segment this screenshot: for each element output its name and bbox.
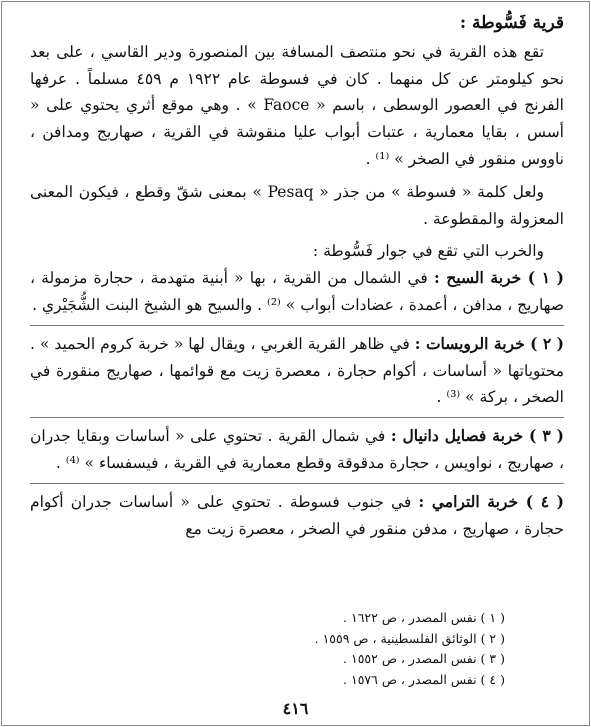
ruin-heading: ( ٢ ) خربة الرويسات : [414, 333, 564, 353]
intro-paragraph: تقع هذه القرية في نحو منتصف المسافة بين المنصورة ودير القاسي ، على بعد نحو كيلومتر عن كل منهما . كان في فسوطة عام ١٩٢٢ م ٤٥٩ مسلماً . عرفها الفرنج في العصور الوسطى ، باسم « Faoce » . وهي موقع أثري يحتوي على « أسس ، بقايا معمارية ، عتبات أبواب عليا منقوشة في القرية ، صهاريج ومدافن ، ناووس منقور في الصخر » ⁽¹⁾ . [30, 42, 565, 168]
ruin-heading: ( ١ ) خربة السيح : [433, 268, 564, 288]
footnotes [245, 608, 505, 690]
divider [30, 417, 564, 418]
page-number: ٤١٦ [282, 699, 309, 718]
footnote: ( ٢ ) الوثائق الفلسطينية ، ص ١٥٥٩ . [314, 630, 505, 646]
ruin-entry [30, 489, 564, 543]
ruin-entry [30, 331, 564, 411]
book-page [1, 1, 590, 726]
footnote: ( ٣ ) نفس المصدر ، ص ١٥٥٢ . [343, 651, 505, 666]
ruin-heading: ( ٤ ) خربة الترامي : [418, 491, 564, 511]
ruin-text: في جنوب فسوطة . تحتوي على « أساسات جدران أكوام حجارة ، صهاريج ، مدفن منقور في الصخر ، معصرة زيت مع [30, 492, 564, 538]
ruin-text: في ظاهر القرية الغربي ، ويقال لها « خربة كروم الحميد » . محتوياتها « أساسات ، أكوام حجارة ، معصرة زيت مع قوائمها ، صهاريج منقورة في الصخر ، بركة » ⁽³⁾ . [30, 334, 564, 407]
etymology-paragraph: ولعل كلمة « فسوطة » من جذر « Pesaq » بمعنى شقّ وقطع ، فيكون المعنى المعزولة والمقطوعة . [30, 182, 564, 228]
divider [30, 483, 564, 484]
section-title: قرية فَسُّوطة : [459, 13, 564, 33]
page-body [30, 10, 564, 548]
ruin-text: في شمال القرية . تحتوي على « أساسات وبقايا جدران ، صهاريج ، نواويس ، حجارة مدقوقة وقطع معمارية في القرية ، فيسفساء » ⁽⁴⁾ . [30, 427, 564, 472]
divider [30, 325, 564, 326]
footnote: ( ٤ ) نفس المصدر ، ص ١٥٧٦ . [343, 671, 505, 687]
ruins-intro: والخرب التي تقع في جوار فَسُّوطة : [312, 242, 544, 261]
ruin-text: في الشمال من القرية ، بها « أبنية متهدمة ، حجارة مزمولة ، صهاريج ، مدافن ، أعمدة ، عضادات أبواب » ⁽²⁾ . والسيح هو الشيخ البنت الشُّجَيْري . [30, 269, 564, 314]
footnote: ( ١ ) نفس المصدر ، ص ١٦٢٢ . [343, 610, 505, 625]
ruin-heading: ( ٣ ) خربة فصايل دانيال : [390, 426, 564, 446]
ruin-entry [30, 423, 564, 477]
ruin-entry [30, 265, 564, 319]
